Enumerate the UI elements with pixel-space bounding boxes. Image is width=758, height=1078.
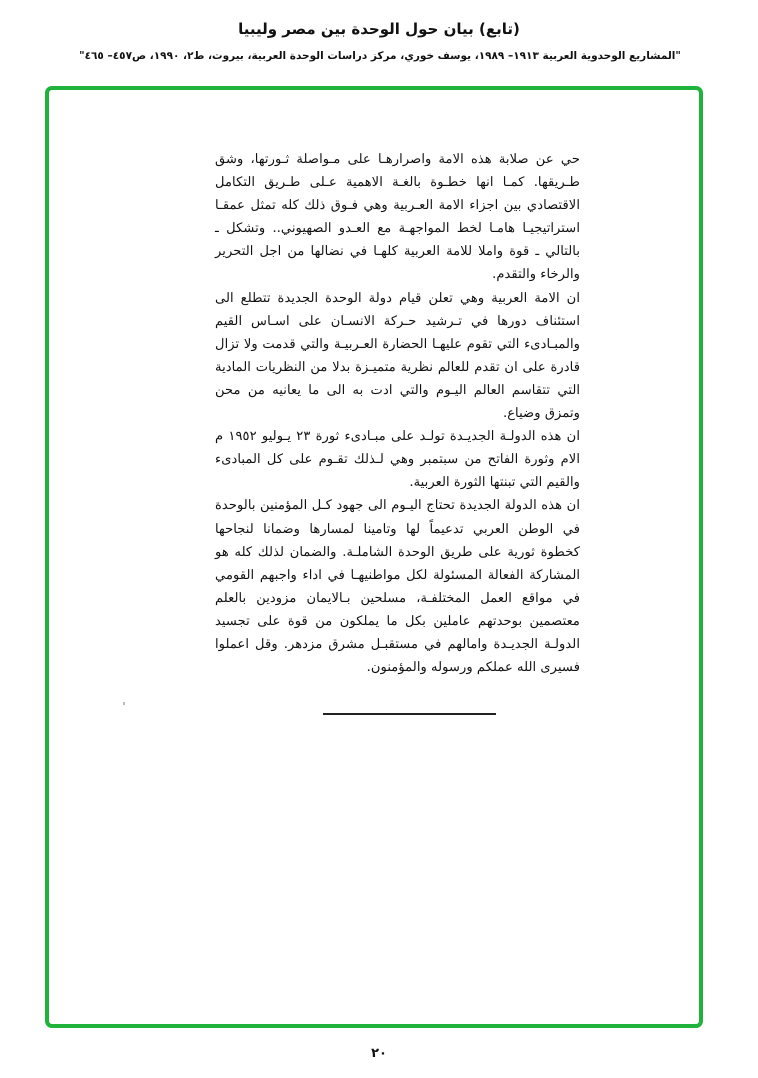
paragraph: ان هذه الدولة الجديدة تحتاج اليـوم الى جهود كـل المؤمنين بالوحدة في الوطن العربي تدعيماً لها وتامينا لمسارها وضمانا لنجاحها كخطوة ثورية على طريق الوحدة الشاملـة. والضمان لذلك كله هو المشاركة الفعالة المسئولة لكل مواطنيهـا في اداء واجبهم القومي في مواقع العمل المختلفـة، مسلحين بـالايمان مزودين بالعلم معتصمين بوحدتهم عاملين بكل ما يملكون من قوة على تجسيد الدولـة الجديـدة وامالهم في مستقبـل مشرق مزدهر. وقل اعملوا فسيرى الله عملكم ورسوله والمؤمنون. bbox=[215, 498, 580, 676]
page-number: ٢٠ bbox=[371, 1046, 387, 1061]
scan-speck bbox=[123, 702, 125, 705]
source-citation: "المشاريع الوحدوية العربية ١٩١٣– ١٩٨٩، يوسف خوري، مركز دراسات الوحدة العربية، بيروت، ط٢، ١٩٩٠، ص٤٥٧– ٤٦٥" bbox=[79, 50, 681, 62]
document-body bbox=[215, 148, 580, 679]
paragraph: ان الامة العربية وهي تعلن قيام دولة الوحدة الجديدة تتطلع الى استئناف دورها في تـرشيد حـركة الانسـان على اسـاس القيم والمبـادىء التي تقوم عليهـا الحضارة العـربيـة والتي قدمت ولا تزال قادرة على ان تقدم للعالم نظرية متميـزة بدلا من النظريات المادية التي تتقاسم العالم اليـوم والتي ادت به الى ما يعانيه من محن وتمزق وضياع. bbox=[215, 290, 580, 422]
document-title: (تابع) بيان حول الوحدة بين مصر وليبيا bbox=[238, 20, 520, 38]
paragraph: حي عن صلابة هذه الامة واصرارهـا على مـواصلة ثـورتها، وشق طـريقها. كمـا انها خطـوة بالغـة الاهمية عـلى طـريق التكامل الاقتصادي بين اجزاء الامة العـربية وهي فـوق ذلك كله تمثل عمقـا استراتيجيـا هامـا لخط المواجهـة مع العـدو الصهيوني.. وتشكل ـ بالتالي ـ قوة واملا للامة العربية كلهـا في نضالها من اجل التحرير والرخاء والتقدم. bbox=[215, 152, 580, 283]
paragraph: ان هذه الدولـة الجديـدة تولـد على مبـادىء ثورة ٢٣ يـوليو ١٩٥٢ م الام وثورة الفاتح من سبتمبر وهي لـذلك تقـوم على كل المبادىء والقيم التي تبنتها الثورة العربية. bbox=[215, 429, 581, 491]
end-separator-rule bbox=[323, 713, 496, 715]
